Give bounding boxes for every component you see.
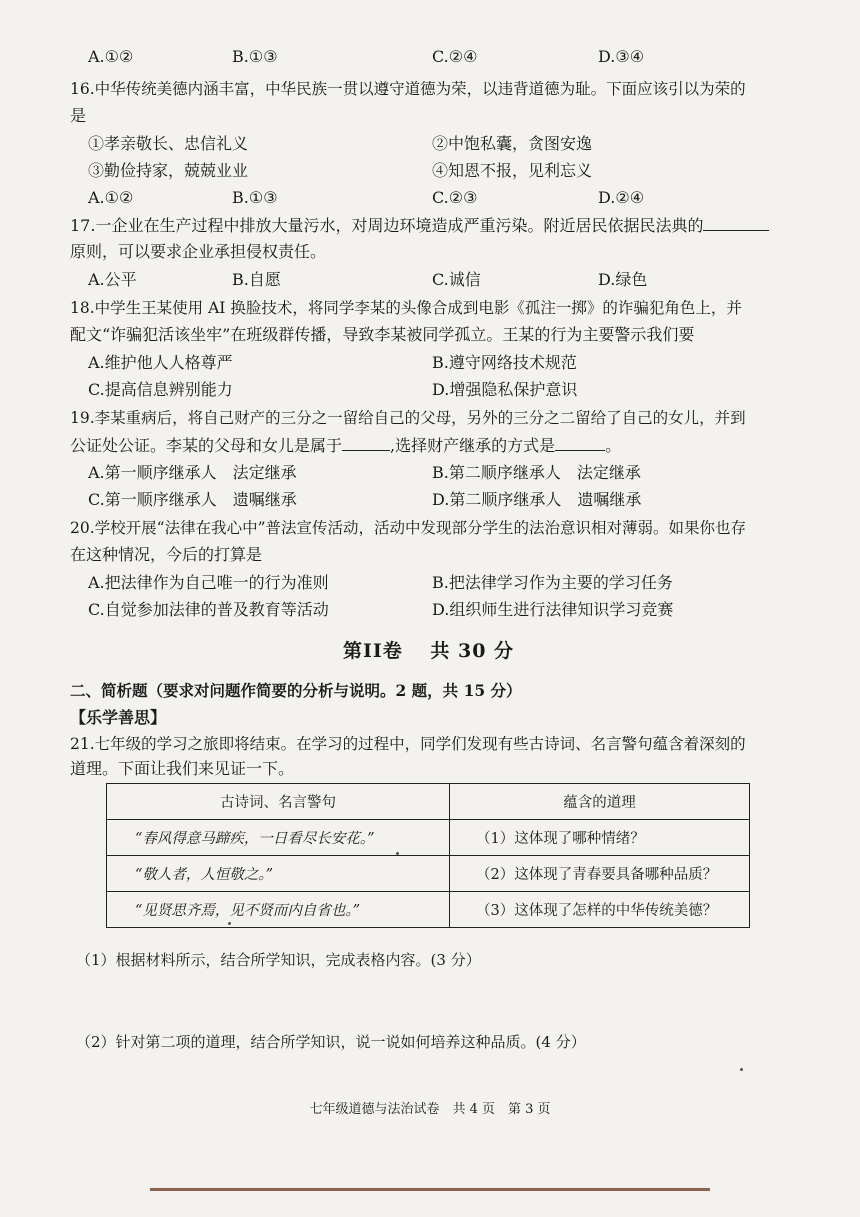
q20-option-d: D.组织师生进行法律知识学习竞赛: [432, 600, 674, 619]
q19-answer-blank-1: [342, 434, 390, 451]
table-header-quotes: 古诗词、名言警句: [107, 784, 450, 820]
q16-option-c: C.②③: [432, 188, 478, 207]
scan-speck: [396, 852, 399, 855]
bottom-edge-rule: [150, 1188, 710, 1191]
q19-option-b: B.第二顺序继承人 法定继承: [432, 463, 641, 482]
subheading-lexue-shansi: 【乐学善思】: [70, 708, 167, 727]
q16-stem-line2: 是: [70, 106, 87, 125]
table-cell-quote: “敬人者，人恒敬之。”: [107, 856, 450, 892]
q20-stem-line2: 在这种情况，今后的打算是: [70, 545, 263, 564]
table-row: [107, 892, 750, 928]
q17-stem-line2: 原则，可以要求企业承担侵权责任。: [70, 242, 327, 261]
scan-speck: [228, 922, 231, 925]
table-row: [107, 820, 750, 856]
q19-stem-line1: 19.李某重病后，将自己财产的三分之一留给自己的父母，另外的三分之二留给了自己的女儿，并到: [70, 409, 746, 427]
q19-answer-blank-2: [555, 434, 605, 451]
q19-option-c: C.第一顺序继承人 遗嘱继承: [88, 490, 297, 509]
q16-stem-line1: 16.中华传统美德内涵丰富，中华民族一贯以遵守道德为荣，以违背道德为耻。下面应该引以为荣的: [70, 80, 746, 98]
q18-option-b: B.遵守网络技术规范: [432, 353, 577, 372]
q18-option-d: D.增强隐私保护意识: [432, 380, 578, 399]
q17-stem-line1: [70, 214, 769, 237]
q16-item-1: ①孝亲敬长、忠信礼义: [88, 134, 249, 153]
table-cell-question: （1）这体现了哪种情绪？: [450, 820, 750, 856]
q15-option-d: D.③④: [598, 47, 645, 66]
q19-option-d: D.第二顺序继承人 遗嘱继承: [432, 490, 642, 509]
table-cell-quote: “见贤思齐焉，见不贤而内自省也。”: [107, 892, 450, 928]
q17-stem-text: 17.一企业在生产过程中排放大量污水，对周边环境造成严重污染。附近居民依据民法典的: [70, 216, 704, 235]
q20-stem-line1: 20.学校开展“法律在我心中”普法宣传活动，活动中发现部分学生的法治意识相对薄弱。如果你也存: [70, 519, 747, 537]
q19-stem-text-c: 。: [605, 436, 622, 455]
table-header-row: [107, 784, 750, 820]
q18-stem-line2: 配文“诈骗犯活该坐牢”在班级群传播，导致李某被同学孤立。王某的行为主要警示我们要: [70, 325, 695, 344]
section-ii-title: 第II卷 共 30 分: [343, 640, 515, 662]
q19-stem-text-a: 公证处公证。李某的父母和女儿是属于: [70, 436, 343, 455]
q15-option-c: C.②④: [432, 47, 478, 66]
q16-item-4: ④知恩不报，见利忘义: [432, 161, 593, 180]
q16-item-3: ③勤俭持家，兢兢业业: [88, 161, 249, 180]
q21-table: [106, 783, 750, 928]
table-header-meaning: 蕴含的道理: [450, 784, 750, 820]
q16-option-b: B.①③: [232, 188, 278, 207]
q15-option-a: A.①②: [88, 47, 134, 66]
page-footer: 七年级道德与法治试卷 共 4 页 第 3 页: [309, 1102, 551, 1117]
q17-option-a: A.公平: [88, 270, 137, 289]
q19-stem-text-b: ,选择财产继承的方式是: [390, 436, 556, 455]
q20-option-b: B.把法律学习作为主要的学习任务: [432, 573, 673, 592]
table-cell-question: （3）这体现了怎样的中华传统美德？: [450, 892, 750, 928]
q21-subquestion-1: （1）根据材料所示，结合所学知识，完成表格内容。(3 分）: [76, 951, 481, 969]
scan-speck: [740, 1068, 743, 1071]
table-cell-quote: “春风得意马蹄疾，一日看尽长安花。”: [107, 820, 450, 856]
q16-option-a: A.①②: [88, 188, 134, 207]
q19-option-a: A.第一顺序继承人 法定继承: [88, 463, 297, 482]
q18-option-a: A.维护他人人格尊严: [88, 353, 233, 372]
q16-option-d: D.②④: [598, 188, 645, 207]
table-cell-question: （2）这体现了青春要具备哪种品质？: [450, 856, 750, 892]
table-row: [107, 856, 750, 892]
q15-option-b: B.①③: [232, 47, 278, 66]
q17-option-b: B.自愿: [232, 270, 281, 289]
q18-stem-line1: 18.中学生王某使用 AI 换脸技术，将同学李某的头像合成到电影《孤注一掷》的诈骗犯角色上，并: [70, 299, 742, 317]
q19-stem-line2: [70, 434, 621, 457]
q17-option-c: C.诚信: [432, 270, 481, 289]
part2-heading: 二、简析题（要求对问题作简要的分析与说明。2 题，共 15 分）: [70, 681, 522, 700]
q20-option-c: C.自觉参加法律的普及教育等活动: [88, 600, 329, 619]
q17-option-d: D.绿色: [598, 270, 648, 289]
q21-stem-line1: 21.七年级的学习之旅即将结束。在学习的过程中，同学们发现有些古诗词、名言警句蕴含着深刻的: [70, 735, 746, 753]
q17-answer-blank: [703, 214, 769, 231]
q20-option-a: A.把法律作为自己唯一的行为准则: [88, 573, 329, 592]
q21-subquestion-2: （2）针对第二项的道理，结合所学知识，说一说如何培养这种品质。(4 分）: [76, 1033, 586, 1051]
q18-option-c: C.提高信息辨别能力: [88, 380, 233, 399]
q16-item-2: ②中饱私囊，贪图安逸: [432, 134, 593, 153]
q21-stem-line2: 道理。下面让我们来见证一下。: [70, 759, 295, 778]
